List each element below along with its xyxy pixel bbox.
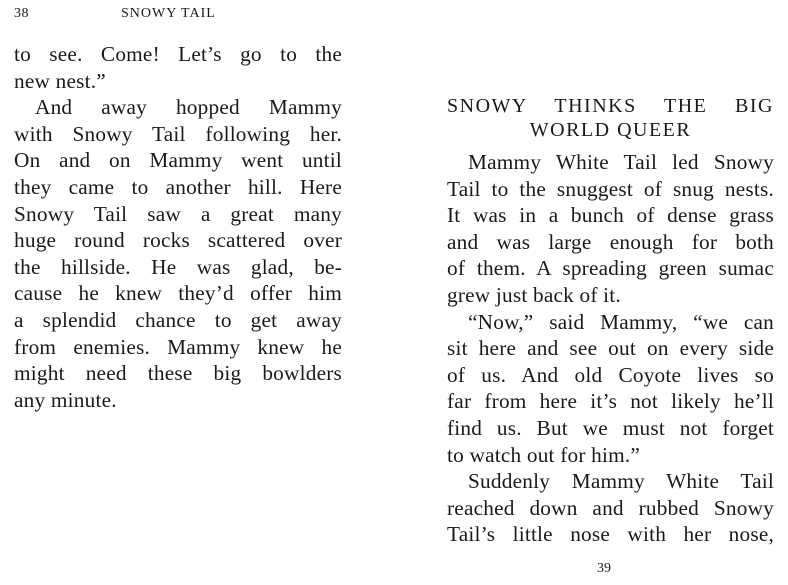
running-head	[14, 6, 344, 28]
chapter-title-line-1: SNOWY THINKS THE BIG	[447, 95, 774, 117]
text-line: It was in a bunch of dense grass	[447, 203, 774, 228]
text-line: huge round rocks scattered over	[14, 228, 342, 253]
text-line: new nest.”	[14, 68, 106, 93]
left-page-body	[14, 41, 342, 413]
text-line: a splendid chance to get away	[14, 307, 342, 332]
chapter-title	[447, 94, 774, 142]
paragraph-start-line: Suddenly Mammy White Tail	[468, 469, 774, 494]
paragraph-start-line: Mammy White Tail led Snowy	[468, 150, 774, 174]
text-line: sit here and see out on every side	[447, 336, 774, 361]
text-line: grew just back of it.	[447, 282, 621, 307]
right-page	[394, 0, 788, 585]
text-line: reached down and rubbed Snowy	[447, 495, 774, 520]
text-line: find us. But we must not forget	[447, 415, 774, 440]
text-line: the hillside. He was glad, be-	[14, 254, 342, 279]
text-line: On and on Mammy went until	[14, 148, 342, 173]
text-line: they came to another hill. Here	[14, 174, 342, 199]
text-line: Snowy Tail saw a great many	[14, 201, 342, 226]
text-line: Tail to the snuggest of snug nests.	[447, 176, 774, 201]
text-line: to watch out for him.”	[447, 442, 641, 467]
text-line: far from here it’s not likely he’ll	[447, 389, 774, 414]
right-page-body	[447, 149, 774, 548]
text-line: might need these big bowlders	[14, 361, 342, 386]
chapter-title-line-2: WORLD QUEER	[529, 119, 692, 141]
text-line: to see. Come! Let’s go to the	[14, 42, 342, 66]
running-head-title: SNOWY TAIL	[121, 6, 216, 21]
paragraph-start-line: “Now,” said Mammy, “we can	[468, 309, 774, 334]
text-line: of us. And old Coyote lives so	[447, 362, 774, 387]
text-line: from enemies. Mammy knew he	[14, 334, 342, 359]
text-line: any minute.	[14, 387, 117, 412]
page-number-right: 39	[597, 561, 611, 576]
page-number-left: 38	[14, 6, 29, 21]
text-line: cause he knew they’d offer him	[14, 281, 342, 306]
text-line: with Snowy Tail following her.	[14, 121, 342, 146]
text-line: Tail’s little nose with her nose,	[447, 522, 774, 547]
paragraph-start-line: And away hopped Mammy	[35, 95, 342, 120]
text-line: and was large enough for both	[447, 229, 774, 254]
text-line: of them. A spreading green sumac	[447, 256, 774, 281]
